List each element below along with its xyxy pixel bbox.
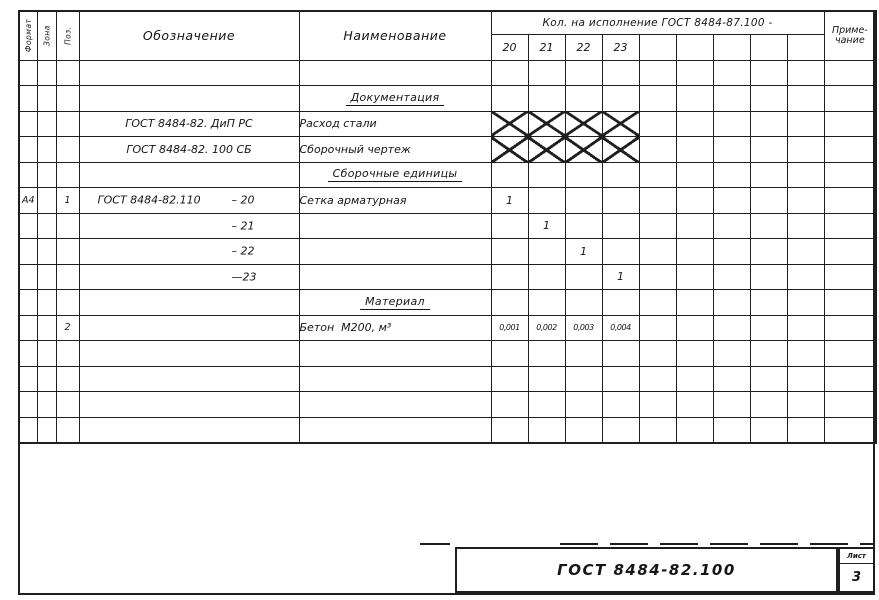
zone-cell bbox=[37, 86, 56, 112]
pos-cell bbox=[56, 111, 79, 137]
qty-cell bbox=[491, 60, 528, 86]
designation-cell bbox=[79, 111, 299, 137]
pos-cell bbox=[56, 366, 79, 392]
format-cell bbox=[19, 86, 37, 112]
qty-cell bbox=[676, 290, 713, 316]
qty-cell bbox=[528, 188, 565, 214]
qty-cell bbox=[602, 290, 639, 316]
qty-cell: 0,003 bbox=[565, 315, 602, 341]
qty-cell bbox=[528, 60, 565, 86]
qty-cell bbox=[491, 264, 528, 290]
title-block bbox=[455, 547, 838, 593]
pos-cell bbox=[56, 341, 79, 367]
qty-cell bbox=[676, 213, 713, 239]
name-cell bbox=[299, 366, 491, 392]
table-row bbox=[19, 264, 876, 290]
pos-cell bbox=[56, 239, 79, 265]
qty-cell bbox=[565, 366, 602, 392]
column-header-format-label: Формат bbox=[23, 19, 33, 53]
note-cell bbox=[824, 417, 876, 443]
table-row bbox=[19, 341, 876, 367]
qty-cell bbox=[491, 239, 528, 265]
x-mark-cell bbox=[528, 137, 565, 163]
table-row bbox=[19, 315, 876, 341]
qty-cell bbox=[676, 392, 713, 418]
qty-cell bbox=[491, 213, 528, 239]
designation-cell bbox=[79, 188, 299, 214]
note-cell bbox=[824, 111, 876, 137]
note-header-line2: чание bbox=[835, 34, 865, 46]
designation-cell bbox=[79, 239, 299, 265]
qty-cell bbox=[676, 188, 713, 214]
note-cell bbox=[824, 239, 876, 265]
zone-cell bbox=[37, 213, 56, 239]
qty-cell bbox=[713, 60, 750, 86]
qty-cell bbox=[787, 341, 824, 367]
designation-cell bbox=[79, 264, 299, 290]
qty-cell bbox=[787, 392, 824, 418]
qty-subheader-empty bbox=[676, 34, 713, 60]
designation-cell bbox=[79, 417, 299, 443]
qty-cell bbox=[676, 264, 713, 290]
name-text: Расход стали bbox=[299, 117, 377, 131]
qty-cell bbox=[491, 417, 528, 443]
designation-cell bbox=[79, 366, 299, 392]
name-cell bbox=[299, 290, 491, 316]
qty-cell bbox=[639, 341, 676, 367]
qty-subheader-empty bbox=[787, 34, 824, 60]
qty-cell bbox=[528, 392, 565, 418]
format-cell bbox=[19, 341, 37, 367]
zone-cell bbox=[37, 111, 56, 137]
note-cell bbox=[824, 264, 876, 290]
format-cell bbox=[19, 111, 37, 137]
qty-cell bbox=[565, 86, 602, 112]
designation-text: ГОСТ 8484-82.110 bbox=[97, 193, 201, 207]
qty-subheader-empty bbox=[713, 34, 750, 60]
qty-cell bbox=[639, 290, 676, 316]
qty-cell bbox=[787, 315, 824, 341]
pos-cell bbox=[56, 417, 79, 443]
qty-cell bbox=[491, 366, 528, 392]
name-cell bbox=[299, 341, 491, 367]
sheet-label: Лист bbox=[840, 549, 873, 564]
format-cell: А4 bbox=[19, 188, 37, 214]
x-mark-cell bbox=[602, 111, 639, 137]
qty-cell bbox=[602, 392, 639, 418]
qty-cell bbox=[602, 239, 639, 265]
table-row bbox=[19, 290, 876, 316]
qty-cell bbox=[676, 239, 713, 265]
qty-cell bbox=[565, 341, 602, 367]
qty-cell bbox=[639, 86, 676, 112]
name-cell bbox=[299, 137, 491, 163]
column-header-zone-label: Зона bbox=[42, 25, 51, 47]
qty-cell bbox=[602, 60, 639, 86]
qty-cell bbox=[713, 111, 750, 137]
qty-cell bbox=[676, 137, 713, 163]
column-header-designation: Обозначение bbox=[79, 11, 299, 60]
designation-cell bbox=[79, 315, 299, 341]
name-text: Сетка арматурная bbox=[299, 193, 407, 207]
qty-cell bbox=[713, 315, 750, 341]
format-cell bbox=[19, 60, 37, 86]
qty-cell bbox=[565, 213, 602, 239]
format-cell bbox=[19, 264, 37, 290]
qty-cell bbox=[787, 264, 824, 290]
pos-cell: 1 bbox=[56, 188, 79, 214]
qty-cell bbox=[787, 111, 824, 137]
pos-cell bbox=[56, 137, 79, 163]
qty-cell bbox=[639, 417, 676, 443]
note-cell bbox=[824, 315, 876, 341]
pos-cell bbox=[56, 290, 79, 316]
name-cell bbox=[299, 417, 491, 443]
qty-cell bbox=[565, 162, 602, 188]
qty-cell bbox=[528, 341, 565, 367]
table-row bbox=[19, 60, 876, 86]
column-header-zone bbox=[37, 11, 56, 60]
designation-text: ГОСТ 8484-82. ДиП РС bbox=[125, 117, 253, 131]
designation-variant-suffix: – 21 bbox=[231, 219, 255, 233]
name-cell bbox=[299, 188, 491, 214]
x-mark-cell bbox=[565, 111, 602, 137]
zone-cell bbox=[37, 137, 56, 163]
qty-cell bbox=[676, 341, 713, 367]
qty-cell: 1 bbox=[602, 264, 639, 290]
qty-cell bbox=[750, 417, 787, 443]
qty-cell bbox=[713, 188, 750, 214]
qty-cell bbox=[565, 60, 602, 86]
qty-cell bbox=[713, 162, 750, 188]
qty-cell bbox=[750, 188, 787, 214]
qty-cell bbox=[528, 290, 565, 316]
qty-cell bbox=[750, 239, 787, 265]
zone-cell bbox=[37, 290, 56, 316]
note-cell bbox=[824, 86, 876, 112]
format-cell bbox=[19, 162, 37, 188]
column-header-note bbox=[824, 11, 876, 60]
qty-cell bbox=[676, 315, 713, 341]
note-cell bbox=[824, 188, 876, 214]
column-header-quantity-title: Кол. на исполнение ГОСТ 8484-87.100 - bbox=[491, 11, 824, 34]
qty-cell bbox=[639, 188, 676, 214]
format-cell bbox=[19, 290, 37, 316]
zone-cell bbox=[37, 341, 56, 367]
qty-cell bbox=[750, 366, 787, 392]
zone-cell bbox=[37, 60, 56, 86]
qty-cell bbox=[750, 137, 787, 163]
qty-cell bbox=[713, 392, 750, 418]
note-cell bbox=[824, 213, 876, 239]
zone-cell bbox=[37, 264, 56, 290]
qty-cell: 1 bbox=[565, 239, 602, 265]
pos-cell bbox=[56, 264, 79, 290]
format-cell bbox=[19, 366, 37, 392]
qty-cell bbox=[713, 239, 750, 265]
qty-cell bbox=[787, 188, 824, 214]
table-row bbox=[19, 188, 876, 214]
qty-cell bbox=[639, 315, 676, 341]
note-cell bbox=[824, 290, 876, 316]
qty-cell bbox=[750, 290, 787, 316]
table-row bbox=[19, 137, 876, 163]
sheet-number: 3 bbox=[851, 570, 862, 585]
designation-cell bbox=[79, 213, 299, 239]
qty-cell bbox=[750, 315, 787, 341]
table-row bbox=[19, 392, 876, 418]
name-cell bbox=[299, 60, 491, 86]
qty-cell bbox=[787, 239, 824, 265]
column-header-pos-label: Поз. bbox=[63, 26, 72, 46]
qty-cell bbox=[639, 392, 676, 418]
qty-cell bbox=[528, 239, 565, 265]
designation-variant-suffix: – 22 bbox=[231, 244, 255, 258]
table-row bbox=[19, 213, 876, 239]
section-heading: Документация bbox=[346, 91, 445, 106]
zone-cell bbox=[37, 315, 56, 341]
qty-cell bbox=[750, 213, 787, 239]
qty-cell bbox=[491, 86, 528, 112]
section-heading: Сборочные единицы bbox=[328, 167, 463, 182]
qty-cell bbox=[750, 264, 787, 290]
qty-cell bbox=[491, 341, 528, 367]
qty-cell bbox=[639, 239, 676, 265]
zone-cell bbox=[37, 188, 56, 214]
qty-cell bbox=[491, 290, 528, 316]
table-header bbox=[19, 11, 876, 60]
pos-cell bbox=[56, 162, 79, 188]
qty-cell bbox=[528, 86, 565, 112]
qty-cell bbox=[676, 162, 713, 188]
qty-cell bbox=[787, 86, 824, 112]
table-body bbox=[19, 60, 876, 443]
note-cell bbox=[824, 137, 876, 163]
qty-cell bbox=[491, 392, 528, 418]
qty-cell bbox=[639, 366, 676, 392]
qty-cell bbox=[787, 162, 824, 188]
specification-table bbox=[18, 10, 877, 444]
qty-cell: 1 bbox=[491, 188, 528, 214]
qty-cell bbox=[639, 60, 676, 86]
qty-cell bbox=[713, 213, 750, 239]
designation-cell bbox=[79, 137, 299, 163]
document-number: ГОСТ 8484-82.100 bbox=[557, 561, 736, 579]
zone-cell bbox=[37, 417, 56, 443]
x-mark-cell bbox=[565, 137, 602, 163]
column-header-pos bbox=[56, 11, 79, 60]
zone-cell bbox=[37, 366, 56, 392]
designation-cell bbox=[79, 341, 299, 367]
qty-subheader-empty bbox=[750, 34, 787, 60]
qty-cell bbox=[676, 111, 713, 137]
x-mark-cell bbox=[491, 137, 528, 163]
format-cell bbox=[19, 239, 37, 265]
qty-cell bbox=[602, 213, 639, 239]
name-cell bbox=[299, 315, 491, 341]
qty-cell bbox=[713, 290, 750, 316]
sheet-number-box bbox=[838, 547, 875, 593]
qty-cell bbox=[639, 111, 676, 137]
qty-cell bbox=[750, 86, 787, 112]
qty-cell: 0,002 bbox=[528, 315, 565, 341]
qty-cell bbox=[713, 264, 750, 290]
designation-cell bbox=[79, 290, 299, 316]
note-cell bbox=[824, 162, 876, 188]
qty-cell bbox=[565, 417, 602, 443]
name-cell bbox=[299, 392, 491, 418]
qty-cell bbox=[787, 60, 824, 86]
qty-cell bbox=[713, 366, 750, 392]
qty-cell bbox=[713, 341, 750, 367]
designation-cell bbox=[79, 392, 299, 418]
qty-cell bbox=[528, 417, 565, 443]
note-cell bbox=[824, 392, 876, 418]
designation-cell bbox=[79, 162, 299, 188]
zone-cell bbox=[37, 392, 56, 418]
table-row bbox=[19, 366, 876, 392]
x-mark-cell bbox=[528, 111, 565, 137]
qty-cell bbox=[787, 213, 824, 239]
designation-text: ГОСТ 8484-82. 100 СБ bbox=[126, 142, 252, 156]
qty-subheader-21: 21 bbox=[528, 34, 565, 60]
qty-cell bbox=[639, 264, 676, 290]
qty-cell bbox=[528, 162, 565, 188]
qty-cell bbox=[565, 264, 602, 290]
qty-cell bbox=[491, 162, 528, 188]
qty-cell bbox=[602, 417, 639, 443]
qty-cell bbox=[676, 366, 713, 392]
qty-cell bbox=[750, 341, 787, 367]
name-cell bbox=[299, 86, 491, 112]
x-mark-cell bbox=[602, 137, 639, 163]
qty-cell bbox=[639, 137, 676, 163]
column-header-format bbox=[19, 11, 37, 60]
qty-cell: 1 bbox=[528, 213, 565, 239]
table-row bbox=[19, 162, 876, 188]
qty-cell bbox=[565, 392, 602, 418]
qty-cell bbox=[787, 290, 824, 316]
qty-cell: 0,001 bbox=[491, 315, 528, 341]
qty-cell bbox=[676, 60, 713, 86]
name-text: Бетон М200, м³ bbox=[299, 321, 392, 335]
name-cell bbox=[299, 239, 491, 265]
qty-subheader-23: 23 bbox=[602, 34, 639, 60]
note-cell bbox=[824, 341, 876, 367]
qty-cell bbox=[787, 366, 824, 392]
column-header-name: Наименование bbox=[299, 11, 491, 60]
qty-cell bbox=[750, 162, 787, 188]
table-row bbox=[19, 239, 876, 265]
qty-cell bbox=[602, 86, 639, 112]
format-cell bbox=[19, 315, 37, 341]
title-block-top-rule bbox=[560, 543, 875, 545]
name-cell bbox=[299, 162, 491, 188]
section-heading: Материал bbox=[360, 295, 430, 310]
qty-cell bbox=[565, 188, 602, 214]
qty-cell bbox=[528, 366, 565, 392]
qty-cell bbox=[787, 137, 824, 163]
qty-cell bbox=[602, 366, 639, 392]
qty-subheader-20: 20 bbox=[491, 34, 528, 60]
format-cell bbox=[19, 213, 37, 239]
format-cell bbox=[19, 137, 37, 163]
note-header-line1: Приме- bbox=[831, 24, 868, 36]
designation-variant-suffix: —23 bbox=[231, 270, 257, 284]
x-mark-cell bbox=[491, 111, 528, 137]
pos-cell: 2 bbox=[56, 315, 79, 341]
designation-variant-suffix: – 20 bbox=[231, 193, 255, 207]
qty-cell bbox=[639, 162, 676, 188]
table-row bbox=[19, 86, 876, 112]
pos-cell bbox=[56, 213, 79, 239]
zone-cell bbox=[37, 162, 56, 188]
qty-cell bbox=[565, 290, 602, 316]
title-block-top-rule bbox=[420, 543, 450, 545]
designation-cell bbox=[79, 60, 299, 86]
qty-cell bbox=[676, 86, 713, 112]
table-row bbox=[19, 111, 876, 137]
format-cell bbox=[19, 392, 37, 418]
name-cell bbox=[299, 111, 491, 137]
qty-cell bbox=[713, 86, 750, 112]
format-cell bbox=[19, 417, 37, 443]
pos-cell bbox=[56, 60, 79, 86]
qty-cell bbox=[602, 188, 639, 214]
zone-cell bbox=[37, 239, 56, 265]
name-text: Сборочный чертеж bbox=[299, 142, 411, 156]
designation-cell bbox=[79, 86, 299, 112]
table-row bbox=[19, 417, 876, 443]
qty-cell bbox=[750, 392, 787, 418]
qty-cell bbox=[750, 111, 787, 137]
qty-cell bbox=[713, 137, 750, 163]
pos-cell bbox=[56, 392, 79, 418]
qty-cell bbox=[602, 341, 639, 367]
name-cell bbox=[299, 213, 491, 239]
qty-cell bbox=[787, 417, 824, 443]
note-cell bbox=[824, 60, 876, 86]
qty-cell bbox=[750, 60, 787, 86]
qty-cell bbox=[713, 417, 750, 443]
qty-subheader-22: 22 bbox=[565, 34, 602, 60]
qty-cell bbox=[528, 264, 565, 290]
qty-subheader-empty bbox=[639, 34, 676, 60]
pos-cell bbox=[56, 86, 79, 112]
qty-cell: 0,004 bbox=[602, 315, 639, 341]
name-cell bbox=[299, 264, 491, 290]
note-cell bbox=[824, 366, 876, 392]
qty-cell bbox=[639, 213, 676, 239]
qty-cell bbox=[602, 162, 639, 188]
qty-cell bbox=[676, 417, 713, 443]
